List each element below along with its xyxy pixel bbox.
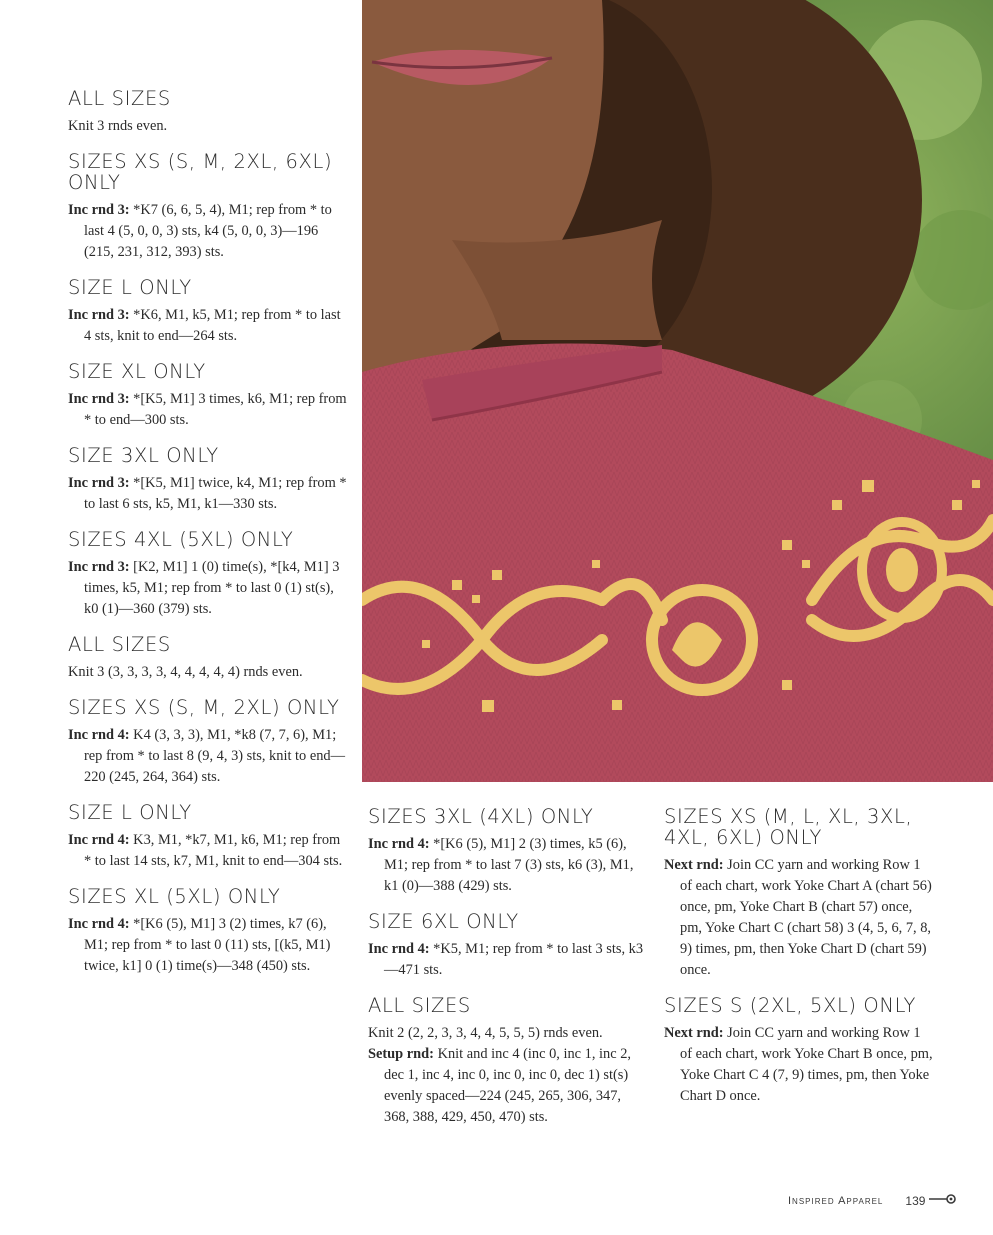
section-heading: ALL SIZES — [68, 87, 171, 110]
middle-column — [368, 806, 644, 1142]
section-heading: SIZE L ONLY — [68, 801, 192, 824]
section-heading: SIZES 3XL (4XL) ONLY — [368, 805, 594, 828]
instruction-section — [368, 911, 644, 981]
section-heading: SIZES XL (5XL) ONLY — [68, 885, 281, 908]
instruction-section — [68, 634, 350, 683]
instruction-section — [68, 151, 350, 263]
section-heading: SIZES 4XL (5XL) ONLY — [68, 528, 294, 551]
instruction-section — [68, 445, 350, 515]
page-number: 139 — [905, 1194, 926, 1208]
section-heading: SIZE 3XL ONLY — [68, 444, 219, 467]
instruction-text: Inc rnd 4: K3, M1, *k7, M1, k6, M1; rep from * to last 14 sts, k7, M1, knit to end—304 sts. — [68, 832, 343, 869]
instruction-text: Next rnd: Join CC yarn and working Row 1 of each chart, work Yoke Chart B once, pm, Yoke Chart C 4 (7, 9) times, pm, then Yoke Chart D once. — [664, 1025, 933, 1104]
section-heading: SIZES XS (S, M, 2XL) ONLY — [68, 696, 340, 719]
section-heading: SIZES XS (M, L, XL, 3XL, 4XL, 6XL) ONLY — [664, 805, 913, 849]
left-column — [68, 88, 350, 991]
sweater-photo — [362, 0, 993, 782]
instruction-text: Inc rnd 4: *[K6 (5), M1] 2 (3) times, k5 (6), M1; rep from * to last 7 (3) sts, k6 (3), M1, k1 (0)—388 (429) sts. — [368, 836, 634, 894]
instruction-text: Setup rnd: Knit and inc 4 (inc 0, inc 1, inc 2, dec 1, inc 4, inc 0, inc 0, inc 0, dec 1) st(s) evenly spaced—224 (245, 265, 306, 347, 368, 388, 429, 450, 470) sts. — [368, 1046, 632, 1125]
instruction-text: Knit 2 (2, 2, 3, 3, 4, 4, 5, 5, 5) rnds even. — [368, 1025, 603, 1041]
section-title: Inspired Apparel — [788, 1195, 884, 1207]
section-heading: SIZE L ONLY — [68, 276, 192, 299]
instruction-section — [68, 886, 350, 977]
section-heading: SIZE XL ONLY — [68, 360, 206, 383]
instruction-text: Inc rnd 4: *K5, M1; rep from * to last 3 sts, k3—471 sts. — [368, 941, 644, 978]
section-heading: SIZES S (2XL, 5XL) ONLY — [664, 994, 916, 1017]
instruction-section — [68, 88, 350, 137]
instruction-section — [664, 995, 936, 1107]
section-heading: ALL SIZES — [68, 633, 171, 656]
section-heading: SIZES XS (S, M, 2XL, 6XL) ONLY — [68, 150, 333, 194]
instruction-text: Inc rnd 4: *[K6 (5), M1] 3 (2) times, k7 (6), M1; rep from * to last 0 (11) sts, [(k5, M1) twice, k1] 0 (1) time(s)—348 (450) sts. — [68, 916, 331, 974]
instruction-section — [68, 529, 350, 620]
instruction-text: Inc rnd 4: K4 (3, 3, 3), M1, *k8 (7, 7, 6), M1; rep from * to last 8 (9, 4, 3) sts, knit to end—220 (245, 264, 364) sts. — [68, 727, 345, 785]
swirl-ornament-icon — [929, 1192, 957, 1211]
instruction-section — [68, 361, 350, 431]
instruction-text: Inc rnd 3: *K7 (6, 6, 5, 4), M1; rep from * to last 4 (5, 0, 0, 3) sts, k4 (5, 0, 0, 3)—196 (215, 231, 312, 393) sts. — [68, 202, 332, 260]
instruction-text: Inc rnd 3: [K2, M1] 1 (0) time(s), *[k4, M1] 3 times, k5, M1; rep from * to last 0 (1) st(s), k0 (1)—360 (379) sts. — [68, 559, 340, 617]
instruction-section — [68, 697, 350, 788]
instruction-text: Inc rnd 3: *K6, M1, k5, M1; rep from * to last 4 sts, knit to end—264 sts. — [68, 307, 341, 344]
instruction-section — [664, 806, 936, 981]
instruction-text: Next rnd: Join CC yarn and working Row 1 of each chart, work Yoke Chart A (chart 56) once, pm, Yoke Chart B (chart 57) once, pm, Yoke Chart C (chart 58) 3 (4, 5, 6, 7, 8, 9) times, pm, then Yoke Chart D (chart 59) once. — [664, 857, 932, 978]
instruction-text: Knit 3 rnds even. — [68, 118, 168, 134]
instruction-text: Knit 3 (3, 3, 3, 3, 4, 4, 4, 4, 4) rnds even. — [68, 664, 303, 680]
instruction-section — [68, 802, 350, 872]
page-footer — [788, 1191, 988, 1211]
instruction-section — [68, 277, 350, 347]
instruction-text: Inc rnd 3: *[K5, M1] 3 times, k6, M1; rep from * to end—300 sts. — [68, 391, 347, 428]
instruction-section — [368, 995, 644, 1128]
section-heading: ALL SIZES — [368, 994, 471, 1017]
instruction-text: Inc rnd 3: *[K5, M1] twice, k4, M1; rep from * to last 6 sts, k5, M1, k1—330 sts. — [68, 475, 347, 512]
section-heading: SIZE 6XL ONLY — [368, 910, 519, 933]
instruction-section — [368, 806, 644, 897]
right-column — [664, 806, 936, 1121]
